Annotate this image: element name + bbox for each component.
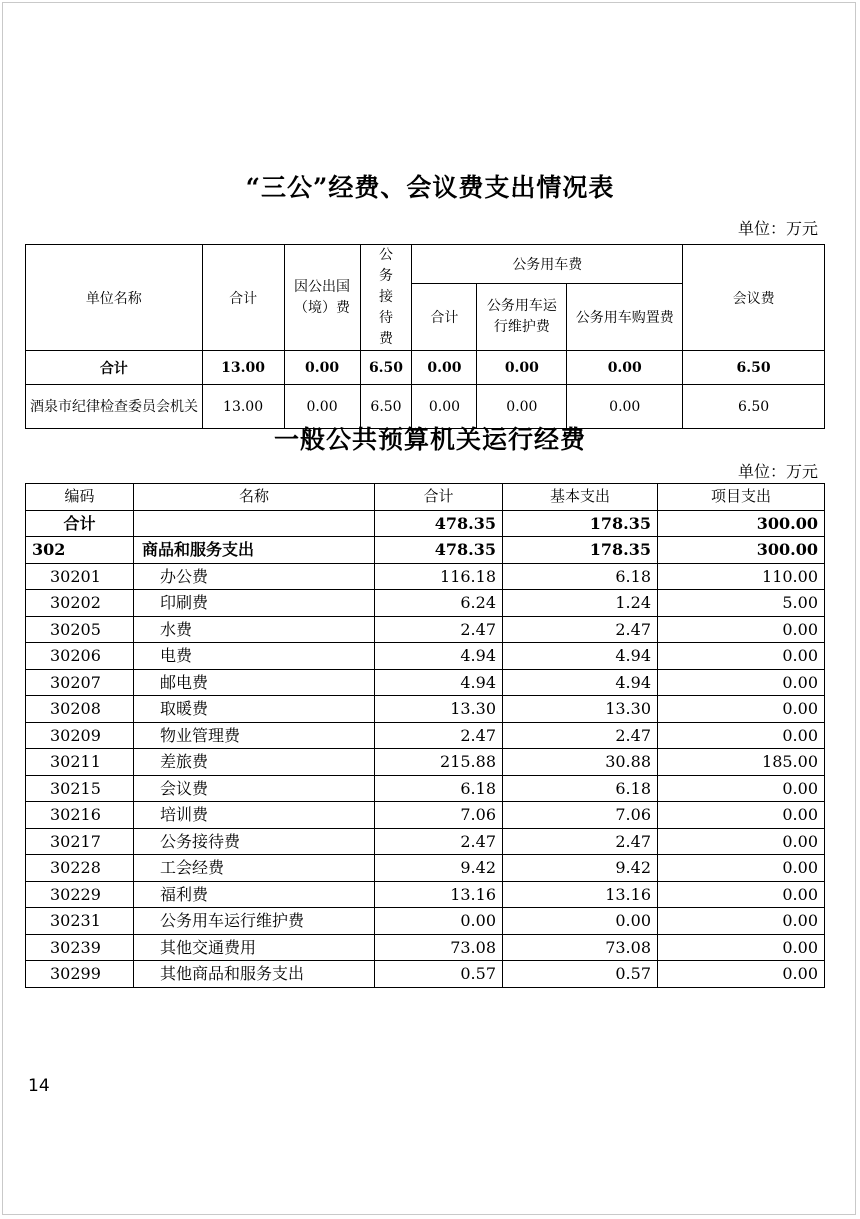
row-basic: 2.47	[503, 616, 658, 643]
row-basic: 13.30	[503, 696, 658, 723]
header-name: 名称	[134, 484, 375, 511]
row-name: 公务用车运行维护费	[134, 908, 375, 935]
row-code: 30299	[26, 961, 134, 988]
group-basic: 178.35	[503, 537, 658, 564]
cell: 6.50	[360, 351, 412, 385]
row-code: 30229	[26, 881, 134, 908]
row-code: 30208	[26, 696, 134, 723]
row-name: 差旅费	[134, 749, 375, 776]
row-basic: 0.00	[503, 908, 658, 935]
header-total: 合计	[375, 484, 503, 511]
table-row	[26, 590, 825, 617]
row-name: 会议费	[134, 775, 375, 802]
row-code: 30216	[26, 802, 134, 829]
row-project: 0.00	[658, 961, 825, 988]
group-project: 300.00	[658, 537, 825, 564]
row-project: 0.00	[658, 855, 825, 882]
row-basic: 4.94	[503, 669, 658, 696]
row-total: 2.47	[375, 828, 503, 855]
row-project: 0.00	[658, 696, 825, 723]
row-total: 6.18	[375, 775, 503, 802]
row-basic: 2.47	[503, 722, 658, 749]
cell: 合计	[26, 351, 203, 385]
row-code: 30206	[26, 643, 134, 670]
cell: 酒泉市纪律检查委员会机关	[26, 385, 203, 429]
cell: 0.00	[412, 351, 477, 385]
total-total: 478.35	[375, 510, 503, 537]
row-total: 4.94	[375, 643, 503, 670]
row-name: 公务接待费	[134, 828, 375, 855]
group-total: 478.35	[375, 537, 503, 564]
row-basic: 7.06	[503, 802, 658, 829]
row-total: 13.16	[375, 881, 503, 908]
header-total: 合计	[202, 245, 284, 351]
header-vehicle-maint-text: 公务用车运行维护费	[486, 298, 557, 336]
group-row	[26, 537, 825, 564]
row-code: 30239	[26, 934, 134, 961]
header-basic: 基本支出	[503, 484, 658, 511]
table-row	[26, 669, 825, 696]
row-name: 物业管理费	[134, 722, 375, 749]
row-project: 0.00	[658, 722, 825, 749]
row-name: 其他商品和服务支出	[134, 961, 375, 988]
cell: 0.00	[284, 351, 360, 385]
header-vehicle-purchase: 公务用车购置费	[567, 284, 683, 351]
cell: 13.00	[202, 351, 284, 385]
cell: 6.50	[360, 385, 412, 429]
total-row	[26, 351, 825, 385]
row-total: 2.47	[375, 616, 503, 643]
row-code: 30202	[26, 590, 134, 617]
total-basic: 178.35	[503, 510, 658, 537]
header-vehicle-maint	[477, 284, 567, 351]
operating-expenses-table	[25, 483, 825, 988]
table-row	[26, 908, 825, 935]
row-project: 0.00	[658, 828, 825, 855]
cell: 6.50	[683, 385, 825, 429]
cell: 0.00	[284, 385, 360, 429]
row-code: 30207	[26, 669, 134, 696]
row-project: 0.00	[658, 802, 825, 829]
row-code: 30201	[26, 563, 134, 590]
row-total: 4.94	[375, 669, 503, 696]
table-row	[26, 855, 825, 882]
row-name: 取暖费	[134, 696, 375, 723]
row-total: 13.30	[375, 696, 503, 723]
row-total: 6.24	[375, 590, 503, 617]
cell: 6.50	[683, 351, 825, 385]
row-basic: 6.18	[503, 563, 658, 590]
table-row	[26, 934, 825, 961]
row-basic: 73.08	[503, 934, 658, 961]
cell: 0.00	[567, 351, 683, 385]
cell: 0.00	[412, 385, 477, 429]
unit-label-1: 单位：万元	[737, 219, 818, 238]
header-row	[26, 484, 825, 511]
row-name: 工会经费	[134, 855, 375, 882]
row-basic: 6.18	[503, 775, 658, 802]
row-code: 30215	[26, 775, 134, 802]
row-total: 0.00	[375, 908, 503, 935]
row-total: 73.08	[375, 934, 503, 961]
row-project: 0.00	[658, 908, 825, 935]
table-row	[26, 828, 825, 855]
three-public-expenses-table	[25, 244, 825, 429]
row-project: 0.00	[658, 881, 825, 908]
row-project: 110.00	[658, 563, 825, 590]
row-name: 水费	[134, 616, 375, 643]
header-abroad	[284, 245, 360, 351]
row-total: 0.57	[375, 961, 503, 988]
row-project: 0.00	[658, 669, 825, 696]
total-project: 300.00	[658, 510, 825, 537]
row-code: 30228	[26, 855, 134, 882]
group-name: 商品和服务支出	[134, 537, 375, 564]
row-project: 0.00	[658, 616, 825, 643]
header-unit-name: 单位名称	[26, 245, 203, 351]
cell: 13.00	[202, 385, 284, 429]
page-number: 14	[28, 1076, 50, 1096]
group-code: 302	[26, 537, 134, 564]
cell: 0.00	[477, 385, 567, 429]
row-total: 215.88	[375, 749, 503, 776]
row-code: 30231	[26, 908, 134, 935]
row-project: 5.00	[658, 590, 825, 617]
empty-cell	[134, 510, 375, 537]
operating-expenses-title: 一般公共预算机关运行经费	[273, 425, 586, 454]
row-code: 30217	[26, 828, 134, 855]
cell: 0.00	[477, 351, 567, 385]
header-vehicle-total: 合计	[412, 284, 477, 351]
row-name: 其他交通费用	[134, 934, 375, 961]
table-row	[26, 696, 825, 723]
row-basic: 4.94	[503, 643, 658, 670]
header-vehicle-group: 公务用车费	[412, 245, 683, 284]
total-row	[26, 510, 825, 537]
row-basic: 0.57	[503, 961, 658, 988]
three-public-expenses-title: “三公”经费、会议费支出情况表	[245, 173, 615, 202]
row-project: 0.00	[658, 643, 825, 670]
row-name: 培训费	[134, 802, 375, 829]
row-basic: 13.16	[503, 881, 658, 908]
table-row	[26, 802, 825, 829]
row-basic: 9.42	[503, 855, 658, 882]
row-name: 印刷费	[134, 590, 375, 617]
row-code: 30211	[26, 749, 134, 776]
table-row	[26, 616, 825, 643]
row-code: 30205	[26, 616, 134, 643]
row-total: 2.47	[375, 722, 503, 749]
header-code: 编码	[26, 484, 134, 511]
row-total: 7.06	[375, 802, 503, 829]
row-name: 福利费	[134, 881, 375, 908]
row-project: 0.00	[658, 775, 825, 802]
table-row	[26, 881, 825, 908]
header-meeting: 会议费	[683, 245, 825, 351]
header-reception-text: 公务接待费	[378, 247, 393, 347]
table-row	[26, 643, 825, 670]
header-project: 项目支出	[658, 484, 825, 511]
row-code: 30209	[26, 722, 134, 749]
table-row	[26, 749, 825, 776]
row-basic: 30.88	[503, 749, 658, 776]
row-total: 116.18	[375, 563, 503, 590]
row-name: 邮电费	[134, 669, 375, 696]
table-row	[26, 961, 825, 988]
row-basic: 2.47	[503, 828, 658, 855]
table-row	[26, 775, 825, 802]
header-reception	[360, 245, 412, 351]
row-project: 0.00	[658, 934, 825, 961]
cell: 0.00	[567, 385, 683, 429]
table-row	[26, 722, 825, 749]
row-name: 电费	[134, 643, 375, 670]
header-abroad-text: 因公出国（境）费	[294, 278, 351, 316]
row-basic: 1.24	[503, 590, 658, 617]
row-name: 办公费	[134, 563, 375, 590]
total-label: 合计	[26, 510, 134, 537]
unit-label-2: 单位：万元	[737, 462, 818, 481]
row-project: 185.00	[658, 749, 825, 776]
table-row	[26, 563, 825, 590]
row-total: 9.42	[375, 855, 503, 882]
